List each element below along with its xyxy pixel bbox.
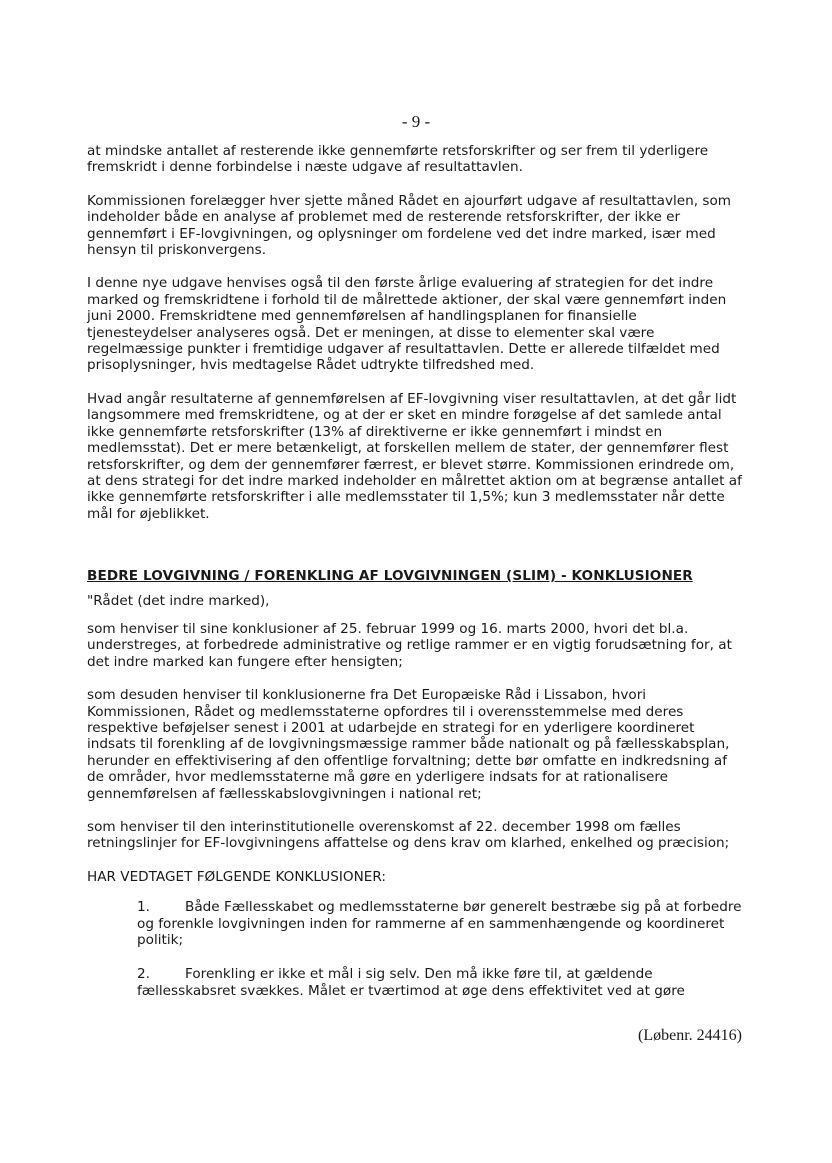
paragraph: at mindske antallet af resterende ikke gennemførte retsforskrifter og ser frem til yderligere fremskridt i denne forbindelse i næste udgave af resultattavlen.	[87, 143, 709, 176]
recital: som desuden henviser til konklusionerne fra Det Europæiske Råd i Lissabon, hvori Kommissionen, Rådet og medlemsstaterne opfordres til i overensstemmelse med deres respektive beføjelser senest i 2001 at udarbejde en strategi for en yderligere koordineret indsats til forenkling af de lovgivningsmæssige rammer både nationalt og på fællesskabsplan, herunder en effektivisering af den offentlige forvaltning; dette bør omfatte en indkredsning af de områder, hvor medlemsstaterne må gøre en yderligere indsats for at rationalisere gennemførelsen af fællesskabslovgivningen i national ret;	[87, 687, 730, 802]
paragraph: Hvad angår resultaterne af gennemførelsen af EF-lovgivning viser resultattavlen, at det går lidt langsommere med fremskridtene, og at der er sket en mindre forøgelse af det samlede antal ikke gennemførte retsforskrifter (13% af direktiverne er ikke gennemført i mindst en medlemsstat). Det er mere betænkeligt, at forskellen mellem de stater, der gennemfører flest retsforskrifter, og dem der gennemfører færrest, er blevet større. Kommissionen erindrede om, at dens strategi for det indre marked indeholder en målrettet aktion om at begrænse antallet af ikke gennemførte retsforskrifter i alle medlemsstater til 1,5%; kun 3 medlemsstater når dette mål for øjeblikket.	[87, 390, 742, 522]
list-item	[137, 899, 742, 948]
paragraph: I denne nye udgave henvises også til den første årlige evaluering af strategien for det indre marked og fremskridtene i forhold til de målrettede aktioner, der skal være gennemført inden juni 2000. Fremskridtene med gennemførelsen af handlingsplanen for finansielle tjenesteydelser analyseres også. Det er meningen, at disse to elementer skal være regelmæssige punkter i fremtidige udgaver af resultattavlen. Dette er allerede tilfældet med prisoplysninger, hvis medtagelse Rådet udtrykte tilfredshed med.	[87, 275, 727, 374]
conclusions-list	[137, 899, 742, 999]
list-item-text: Forenkling er ikke et mål i sig selv. Den må ikke føre til, at gældende fællesskabsret svækkes. Målet er tværtimod at øge dens effektivitet ved at gøre	[137, 966, 685, 999]
recital: som henviser til den interinstitutionelle overenskomst af 22. december 1998 om fælles retningslinjer for EF-lovgivningens affattelse og dens krav om klarhed, enkelhed og præcision;	[87, 819, 730, 852]
page-number: - 9 -	[401, 112, 431, 131]
section-heading: BEDRE LOVGIVNING / FORENKLING AF LOVGIVNINGEN (SLIM) - KONKLUSIONER	[87, 568, 693, 585]
recital: som henviser til sine konklusioner af 25. februar 1999 og 16. marts 2000, hvori det bl.a. understreges, at forbedrede administrative og retlige rammer er en vigtig forudsætning for, at det indre marked kan fungere efter hensigten;	[87, 620, 732, 670]
list-item-text: Både Fællesskabet og medlemsstaterne bør generelt bestræbe sig på at forbedre og forenkle lovgivningen inden for rammerne af en sammenhængende og koordineret politik;	[137, 899, 742, 949]
document-body	[87, 143, 742, 1017]
list-item-number: 2.	[137, 966, 150, 983]
conclusions-header: HAR VEDTAGET FØLGENDE KONKLUSIONER:	[87, 868, 386, 885]
list-item	[137, 966, 742, 999]
document-reference: (Løbenr. 24416)	[638, 1027, 742, 1044]
paragraph: Kommissionen forelægger hver sjette måned Rådet en ajourført udgave af resultattavlen, som indeholder både en analyse af problemet med de resterende retsforskrifter, der ikke er gennemført i EF-lovgivningen, og oplysninger om fordelene ved det indre marked, især med hensyn til priskonvergens.	[87, 192, 732, 259]
council-opening: "Rådet (det indre marked),	[87, 592, 270, 609]
list-item-number: 1.	[137, 899, 150, 916]
